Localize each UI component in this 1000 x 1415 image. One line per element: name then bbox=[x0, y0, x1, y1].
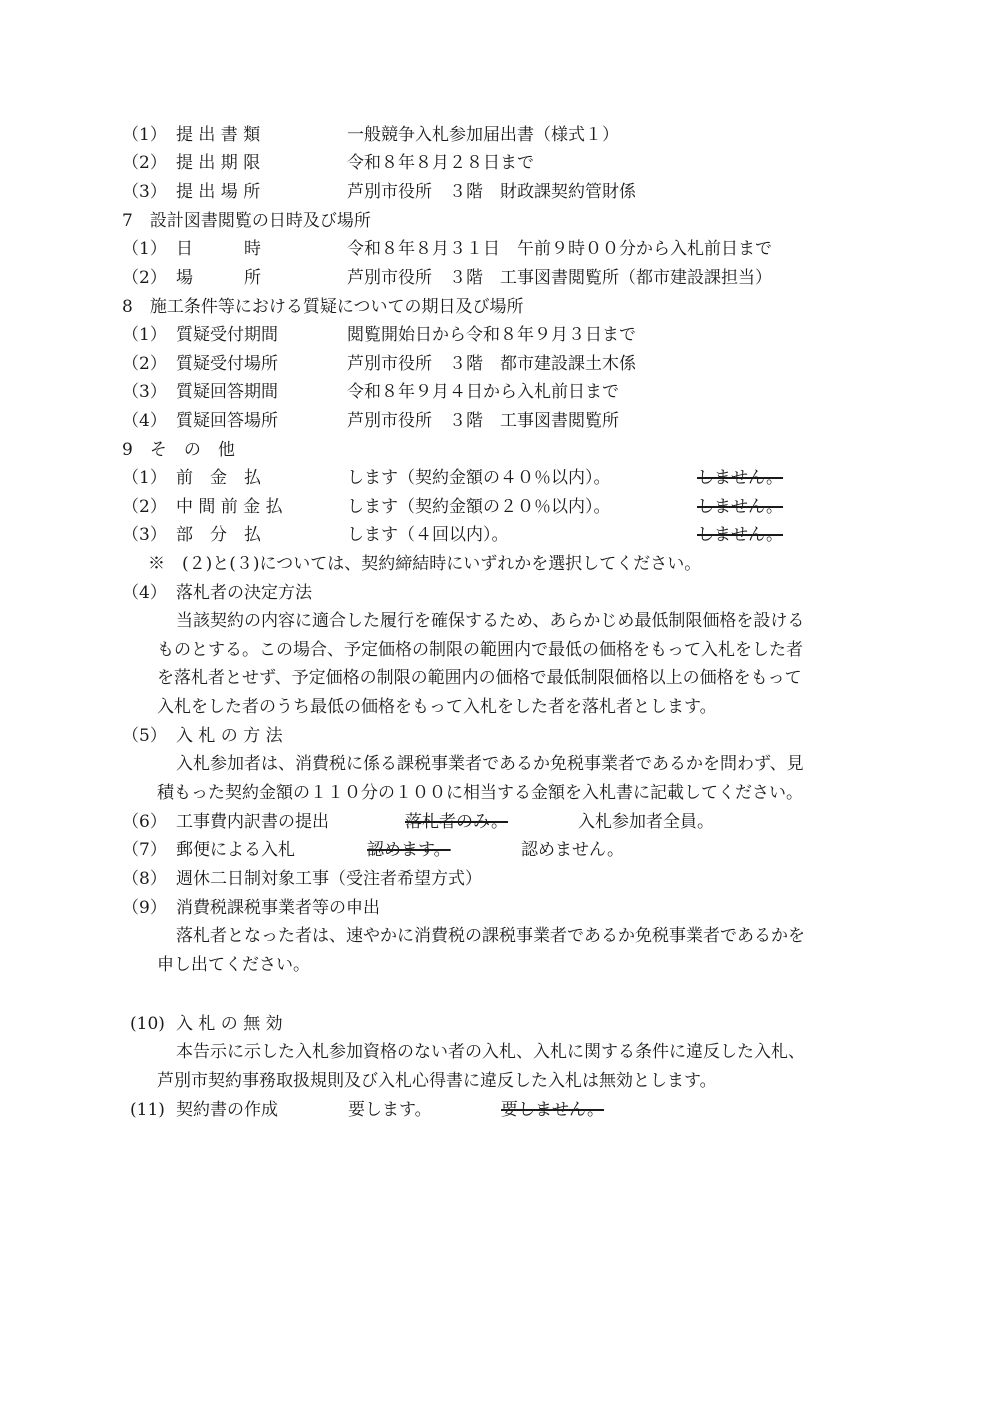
item-number: （2） bbox=[122, 268, 167, 288]
item-number: （4） bbox=[122, 411, 167, 431]
item-title: 週休二日制対象工事（受注者希望方式） bbox=[176, 869, 482, 889]
item-value: します（４回以内）。 bbox=[347, 525, 509, 545]
item-number: （2） bbox=[122, 354, 167, 374]
item-value: 芦別市役所 ３階 財政課契約管財係 bbox=[347, 182, 636, 202]
struck-option: 落札者のみ。 bbox=[405, 812, 509, 832]
paragraph-line: 申し出てください。 bbox=[157, 955, 310, 975]
item-label: 前 金 払 bbox=[176, 468, 261, 488]
item-number: （5） bbox=[122, 726, 167, 746]
item-number: （8） bbox=[122, 869, 167, 889]
item-value: します（契約金額の４０％以内）。 bbox=[347, 468, 611, 488]
item-value: 令和８年９月４日から入札前日まで bbox=[347, 382, 619, 402]
item-number: （7） bbox=[122, 840, 167, 860]
struck-option: 認めます。 bbox=[367, 840, 451, 860]
item-number: （3） bbox=[122, 382, 167, 402]
item-label: 質疑回答期間 bbox=[176, 382, 278, 402]
item-value: 芦別市役所 ３階 工事図書閲覧所（都市建設課担当） bbox=[347, 268, 772, 288]
item-number: （4） bbox=[122, 583, 167, 603]
paragraph-line: 落札者となった者は、速やかに消費税の課税事業者であるか免税事業者であるかを bbox=[176, 926, 805, 946]
item-number: （6） bbox=[122, 812, 167, 832]
item-value: 一般競争入札参加届出書（様式１） bbox=[347, 125, 619, 145]
item-title: 工事費内訳書の提出 bbox=[176, 812, 329, 832]
item-label: 中 間 前 金 払 bbox=[176, 497, 283, 517]
item-number: (10) bbox=[130, 1014, 165, 1034]
item-label: 場 所 bbox=[176, 268, 261, 288]
paragraph-line: を落札者とせず、予定価格の制限の範囲内の価格で最低制限価格以上の価格をもって bbox=[157, 668, 802, 688]
item-value: 要します。 bbox=[348, 1100, 432, 1120]
item-label: 部 分 払 bbox=[176, 525, 261, 545]
section-heading: 7 設計図書閲覧の日時及び場所 bbox=[122, 211, 371, 231]
struck-option: しません。 bbox=[697, 525, 784, 545]
item-title: 郵便による入札 bbox=[176, 840, 295, 860]
item-value: 芦別市役所 ３階 都市建設課土木係 bbox=[347, 354, 636, 374]
struck-option: 要しません。 bbox=[501, 1100, 605, 1120]
struck-option: しません。 bbox=[697, 497, 784, 517]
item-number: （1） bbox=[122, 468, 167, 488]
item-number: （2） bbox=[122, 497, 167, 517]
item-title: 契約書の作成 bbox=[176, 1100, 278, 1120]
item-value: 認めません。 bbox=[521, 840, 625, 860]
item-label: 質疑受付期間 bbox=[176, 325, 278, 345]
paragraph-line: 積もった契約金額の１１０分の１００に相当する金額を入札書に記載してください。 bbox=[157, 783, 803, 803]
item-number: (11) bbox=[130, 1100, 165, 1120]
paragraph-line: 芦別市契約事務取扱規則及び入札心得書に違反した入札は無効とします。 bbox=[157, 1071, 717, 1091]
item-title: 入 札 の 方 法 bbox=[176, 726, 283, 746]
item-title: 落札者の決定方法 bbox=[176, 583, 312, 603]
item-label: 提 出 期 限 bbox=[176, 153, 261, 173]
item-number: （1） bbox=[122, 325, 167, 345]
paragraph-line: 入札参加者は、消費税に係る課税事業者であるか免税事業者であるかを問わず、見 bbox=[176, 754, 804, 774]
section-heading: 9 そ の 他 bbox=[122, 440, 235, 460]
item-title: 入 札 の 無 効 bbox=[176, 1014, 283, 1034]
item-number: （1） bbox=[122, 125, 167, 145]
item-value: 芦別市役所 ３階 工事図書閲覧所 bbox=[347, 411, 619, 431]
item-value: 入札参加者全員。 bbox=[578, 812, 714, 832]
item-title: 消費税課税事業者等の申出 bbox=[176, 898, 380, 918]
paragraph-line: 本告示に示した入札参加資格のない者の入札、入札に関する条件に違反した入札、 bbox=[176, 1042, 805, 1062]
item-label: 質疑回答場所 bbox=[176, 411, 278, 431]
item-label: 日 時 bbox=[176, 239, 261, 259]
paragraph-line: 当該契約の内容に適合した履行を確保するため、あらかじめ最低制限価格を設ける bbox=[176, 611, 805, 631]
section-heading: 8 施工条件等における質疑についての期日及び場所 bbox=[122, 297, 524, 317]
item-number: （1） bbox=[122, 239, 167, 259]
item-value: 令和８年８月２８日まで bbox=[347, 153, 534, 173]
struck-option: しません。 bbox=[697, 468, 784, 488]
item-number: （9） bbox=[122, 898, 167, 918]
item-label: 質疑受付場所 bbox=[176, 354, 278, 374]
item-number: （3） bbox=[122, 525, 167, 545]
item-number: （2） bbox=[122, 153, 167, 173]
paragraph-line: ものとする。この場合、予定価格の制限の範囲内で最低の価格をもって入札をした者 bbox=[157, 640, 803, 660]
item-value: 令和８年８月３１日 午前９時００分から入札前日まで bbox=[347, 239, 772, 259]
note-text: ※ (２)と(３)については、契約締結時にいずれかを選択してください。 bbox=[148, 554, 702, 574]
item-label: 提 出 場 所 bbox=[176, 182, 261, 202]
paragraph-line: 入札をした者のうち最低の価格をもって入札をした者を落札者とします。 bbox=[157, 697, 717, 717]
item-value: します（契約金額の２０％以内）。 bbox=[347, 497, 611, 517]
item-label: 提 出 書 類 bbox=[176, 125, 261, 145]
item-value: 閲覧開始日から令和８年９月３日まで bbox=[347, 325, 636, 345]
item-number: （3） bbox=[122, 182, 167, 202]
